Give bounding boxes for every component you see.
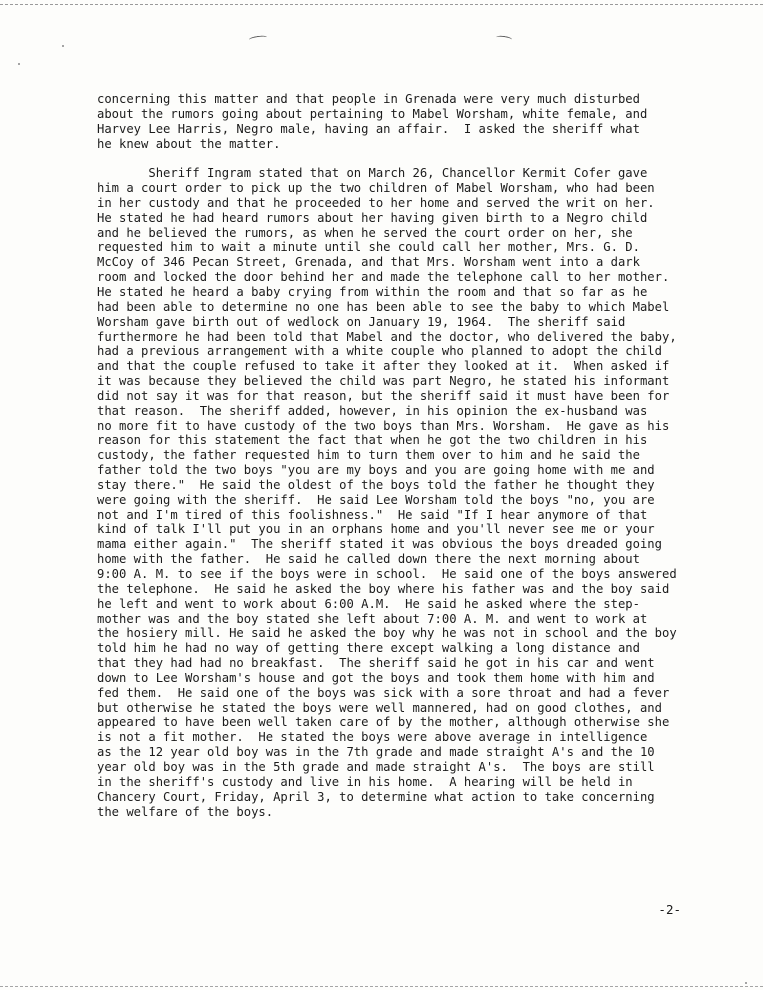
text-line: in the sheriff's custody and live in his home. A hearing will be held in: [97, 774, 633, 789]
bottom-edge-rule: [0, 986, 763, 987]
text-line: kind of talk I'll put you in an orphans home and you'll never see me or your: [97, 522, 655, 537]
text-line: down to Lee Worsham's house and got the boys and took them home with him and: [97, 670, 655, 685]
text-line: him a court order to pick up the two children of Mabel Worsham, who had been: [97, 181, 655, 196]
text-line: he left and went to work about 6:00 A.M. He said he asked where the step-: [97, 596, 640, 611]
text-line: He stated he had heard rumors about her having given birth to a Negro child: [97, 210, 648, 225]
text-line: not and I'm tired of this foolishness." He said "If I hear anymore of that: [97, 507, 648, 522]
punch-mark-right: [496, 35, 513, 42]
text-line: reason for this statement the fact that when he got the two children in his: [97, 433, 648, 448]
text-line: Sheriff Ingram stated that on March 26, Chancellor Kermit Cofer gave: [97, 166, 648, 181]
top-edge-rule: [0, 4, 763, 5]
text-line: the telephone. He said he asked the boy where his father was and the boy said: [97, 581, 670, 596]
text-line: appeared to have been well taken care of by the mother, although otherwise she: [97, 715, 670, 730]
text-line: the hosiery mill. He said he asked the boy why he was not in school and the boy: [97, 626, 677, 641]
text-line: were going with the sheriff. He said Lee Worsham told the boys "no, you are: [97, 492, 655, 507]
text-line: concerning this matter and that people in Grenada were very much disturbed: [97, 92, 640, 106]
text-line: McCoy of 346 Pecan Street, Grenada, and that Mrs. Worsham went into a dark: [97, 255, 640, 270]
text-line: fed them. He said one of the boys was sick with a sore throat and had a fever: [97, 685, 670, 700]
text-line: but otherwise he stated the boys were well mannered, had on good clothes, and: [97, 700, 662, 715]
text-line: is not a fit mother. He stated the boys were above average in intelligence: [97, 730, 648, 745]
text-line: he knew about the matter.: [97, 136, 281, 151]
text-line: and that the couple refused to take it after they looked at it. When asked if: [97, 359, 670, 374]
text-line: it was because they believed the child was part Negro, he stated his informant: [97, 374, 670, 389]
page-number: -2-: [658, 902, 681, 917]
report-body-text: [97, 92, 697, 819]
text-line: no more fit to have custody of the two boys than Mrs. Worsham. He gave as his: [97, 418, 670, 433]
text-line: told him he had no way of getting there except walking a long distance and: [97, 641, 640, 656]
text-line: stay there." He said the oldest of the boys told the father he thought they: [97, 477, 655, 492]
punch-mark-left: [249, 35, 268, 42]
text-line: He stated he heard a baby crying from within the room and that so far as he: [97, 284, 648, 299]
text-line: had a previous arrangement with a white couple who planned to adopt the child: [97, 344, 662, 359]
text-line: did not say it was for that reason, but the sheriff said it must have been for: [97, 388, 670, 403]
text-line: and he believed the rumors, as when he served the court order on her, she: [97, 225, 633, 240]
text-line: custody, the father requested him to turn them over to him and he said the: [97, 448, 640, 463]
text-line: Worsham gave birth out of wedlock on January 19, 1964. The sheriff said: [97, 314, 626, 329]
text-line: Harvey Lee Harris, Negro male, having an affair. I asked the sheriff what: [97, 121, 640, 136]
text-line: mama either again." The sheriff stated it was obvious the boys dreaded going: [97, 537, 662, 552]
text-line: had been able to determine no one has been able to see the baby to which Mabel: [97, 299, 670, 314]
text-line: the welfare of the boys.: [97, 804, 274, 819]
text-line: father told the two boys "you are my boys and you are going home with me and: [97, 463, 655, 478]
text-line: requested him to wait a minute until she could call her mother, Mrs. G. D.: [97, 240, 640, 255]
text-line: furthermore he had been told that Mabel and the doctor, who delivered the baby,: [97, 329, 677, 344]
text-line: as the 12 year old boy was in the 7th grade and made straight A's and the 10: [97, 745, 655, 760]
text-line: 9:00 A. M. to see if the boys were in school. He said one of the boys answered: [97, 567, 677, 581]
scan-speck: [745, 982, 747, 984]
text-line: Chancery Court, Friday, April 3, to determine what action to take concerning: [97, 789, 655, 804]
text-line: that they had had no breakfast. The sheriff said he got in his car and went: [97, 656, 655, 671]
text-line: mother was and the boy stated she left about 7:00 A. M. and went to work at: [97, 611, 648, 626]
scan-speck: [18, 63, 20, 65]
text-line: home with the father. He said he called down there the next morning about: [97, 552, 640, 567]
text-line: in her custody and that he proceeded to her home and served the writ on her.: [97, 195, 655, 210]
scan-speck: [62, 45, 64, 47]
text-line: about the rumors going about pertaining to Mabel Worsham, white female, and: [97, 106, 648, 121]
text-line: that reason. The sheriff added, however, in his opinion the ex-husband was: [97, 403, 648, 418]
text-line: year old boy was in the 5th grade and made straight A's. The boys are still: [97, 759, 655, 774]
text-line: room and locked the door behind her and made the telephone call to her mother.: [97, 270, 670, 285]
